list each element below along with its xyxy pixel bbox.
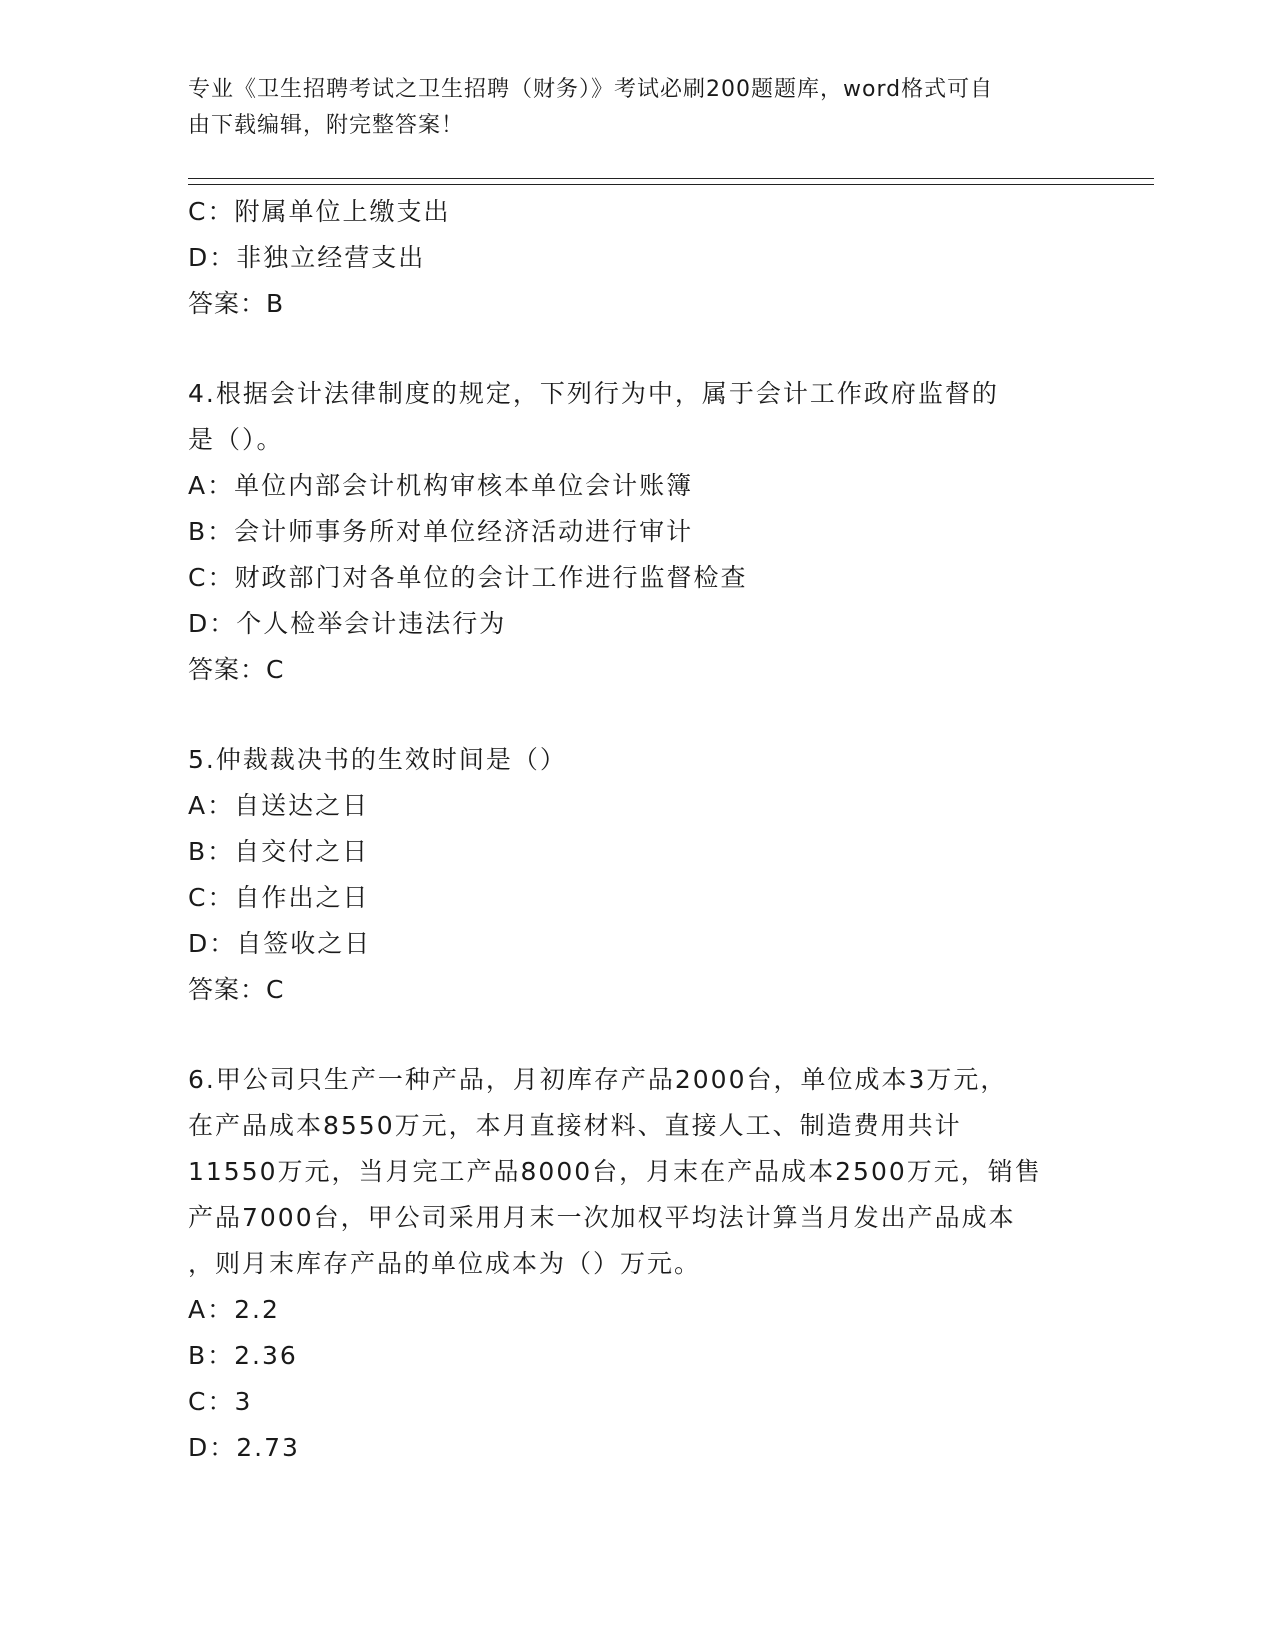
spacer xyxy=(188,1013,1088,1057)
answer: 答案：C xyxy=(188,655,285,684)
option-d: D：2.73 xyxy=(188,1433,300,1462)
header-line-2: 由下载编辑，附完整答案！ xyxy=(188,113,465,138)
option-a: A：单位内部会计机构审核本单位会计账簿 xyxy=(188,471,694,500)
question-stem-line: 4.根据会计法律制度的规定，下列行为中，属于会计工作政府监督的 xyxy=(188,379,999,408)
question-list xyxy=(188,189,1088,1471)
option-c: C：3 xyxy=(188,1387,253,1416)
option-b: B：自交付之日 xyxy=(188,837,370,866)
question-4 xyxy=(188,371,1088,693)
question-stem-line: 产品7000台，甲公司采用月末一次加权平均法计算当月发出产品成本 xyxy=(188,1203,1016,1232)
question-stem-line: 在产品成本8550万元，本月直接材料、直接人工、制造费用共计 xyxy=(188,1111,962,1140)
option-d: D：个人检举会计违法行为 xyxy=(188,609,507,638)
option-c: C：自作出之日 xyxy=(188,883,370,912)
question-5 xyxy=(188,737,1088,1013)
question-stem-line: 5.仲裁裁决书的生效时间是（） xyxy=(188,745,567,774)
option-d: D：非独立经营支出 xyxy=(188,243,426,272)
header-line-1: 专业《卫生招聘考试之卫生招聘（财务）》考试必刷200题题库，word格式可自 xyxy=(188,77,994,102)
answer: 答案：C xyxy=(188,975,285,1004)
question-stem-line: 11550万元，当月完工产品8000台，月末在产品成本2500万元，销售 xyxy=(188,1157,1042,1186)
question-stem-line: 是（）。 xyxy=(188,425,284,454)
question-6 xyxy=(188,1057,1088,1471)
option-b: B：会计师事务所对单位经济活动进行审计 xyxy=(188,517,694,546)
option-c: C：财政部门对各单位的会计工作进行监督检查 xyxy=(188,563,748,592)
option-d: D：自签收之日 xyxy=(188,929,372,958)
option-c: C：附属单位上缴支出 xyxy=(188,197,451,226)
question-stem-line: ，则月末库存产品的单位成本为（）万元。 xyxy=(188,1249,702,1278)
header-divider xyxy=(188,178,1154,185)
option-a: A：自送达之日 xyxy=(188,791,370,820)
spacer xyxy=(188,327,1088,371)
question-3-tail xyxy=(188,189,1088,327)
option-a: A：2.2 xyxy=(188,1295,280,1324)
spacer xyxy=(188,693,1088,737)
answer: 答案：B xyxy=(188,289,285,318)
option-b: B：2.36 xyxy=(188,1341,298,1370)
question-stem-line: 6.甲公司只生产一种产品，月初库存产品2000台，单位成本3万元， xyxy=(188,1065,1008,1094)
document-header xyxy=(188,72,1088,144)
